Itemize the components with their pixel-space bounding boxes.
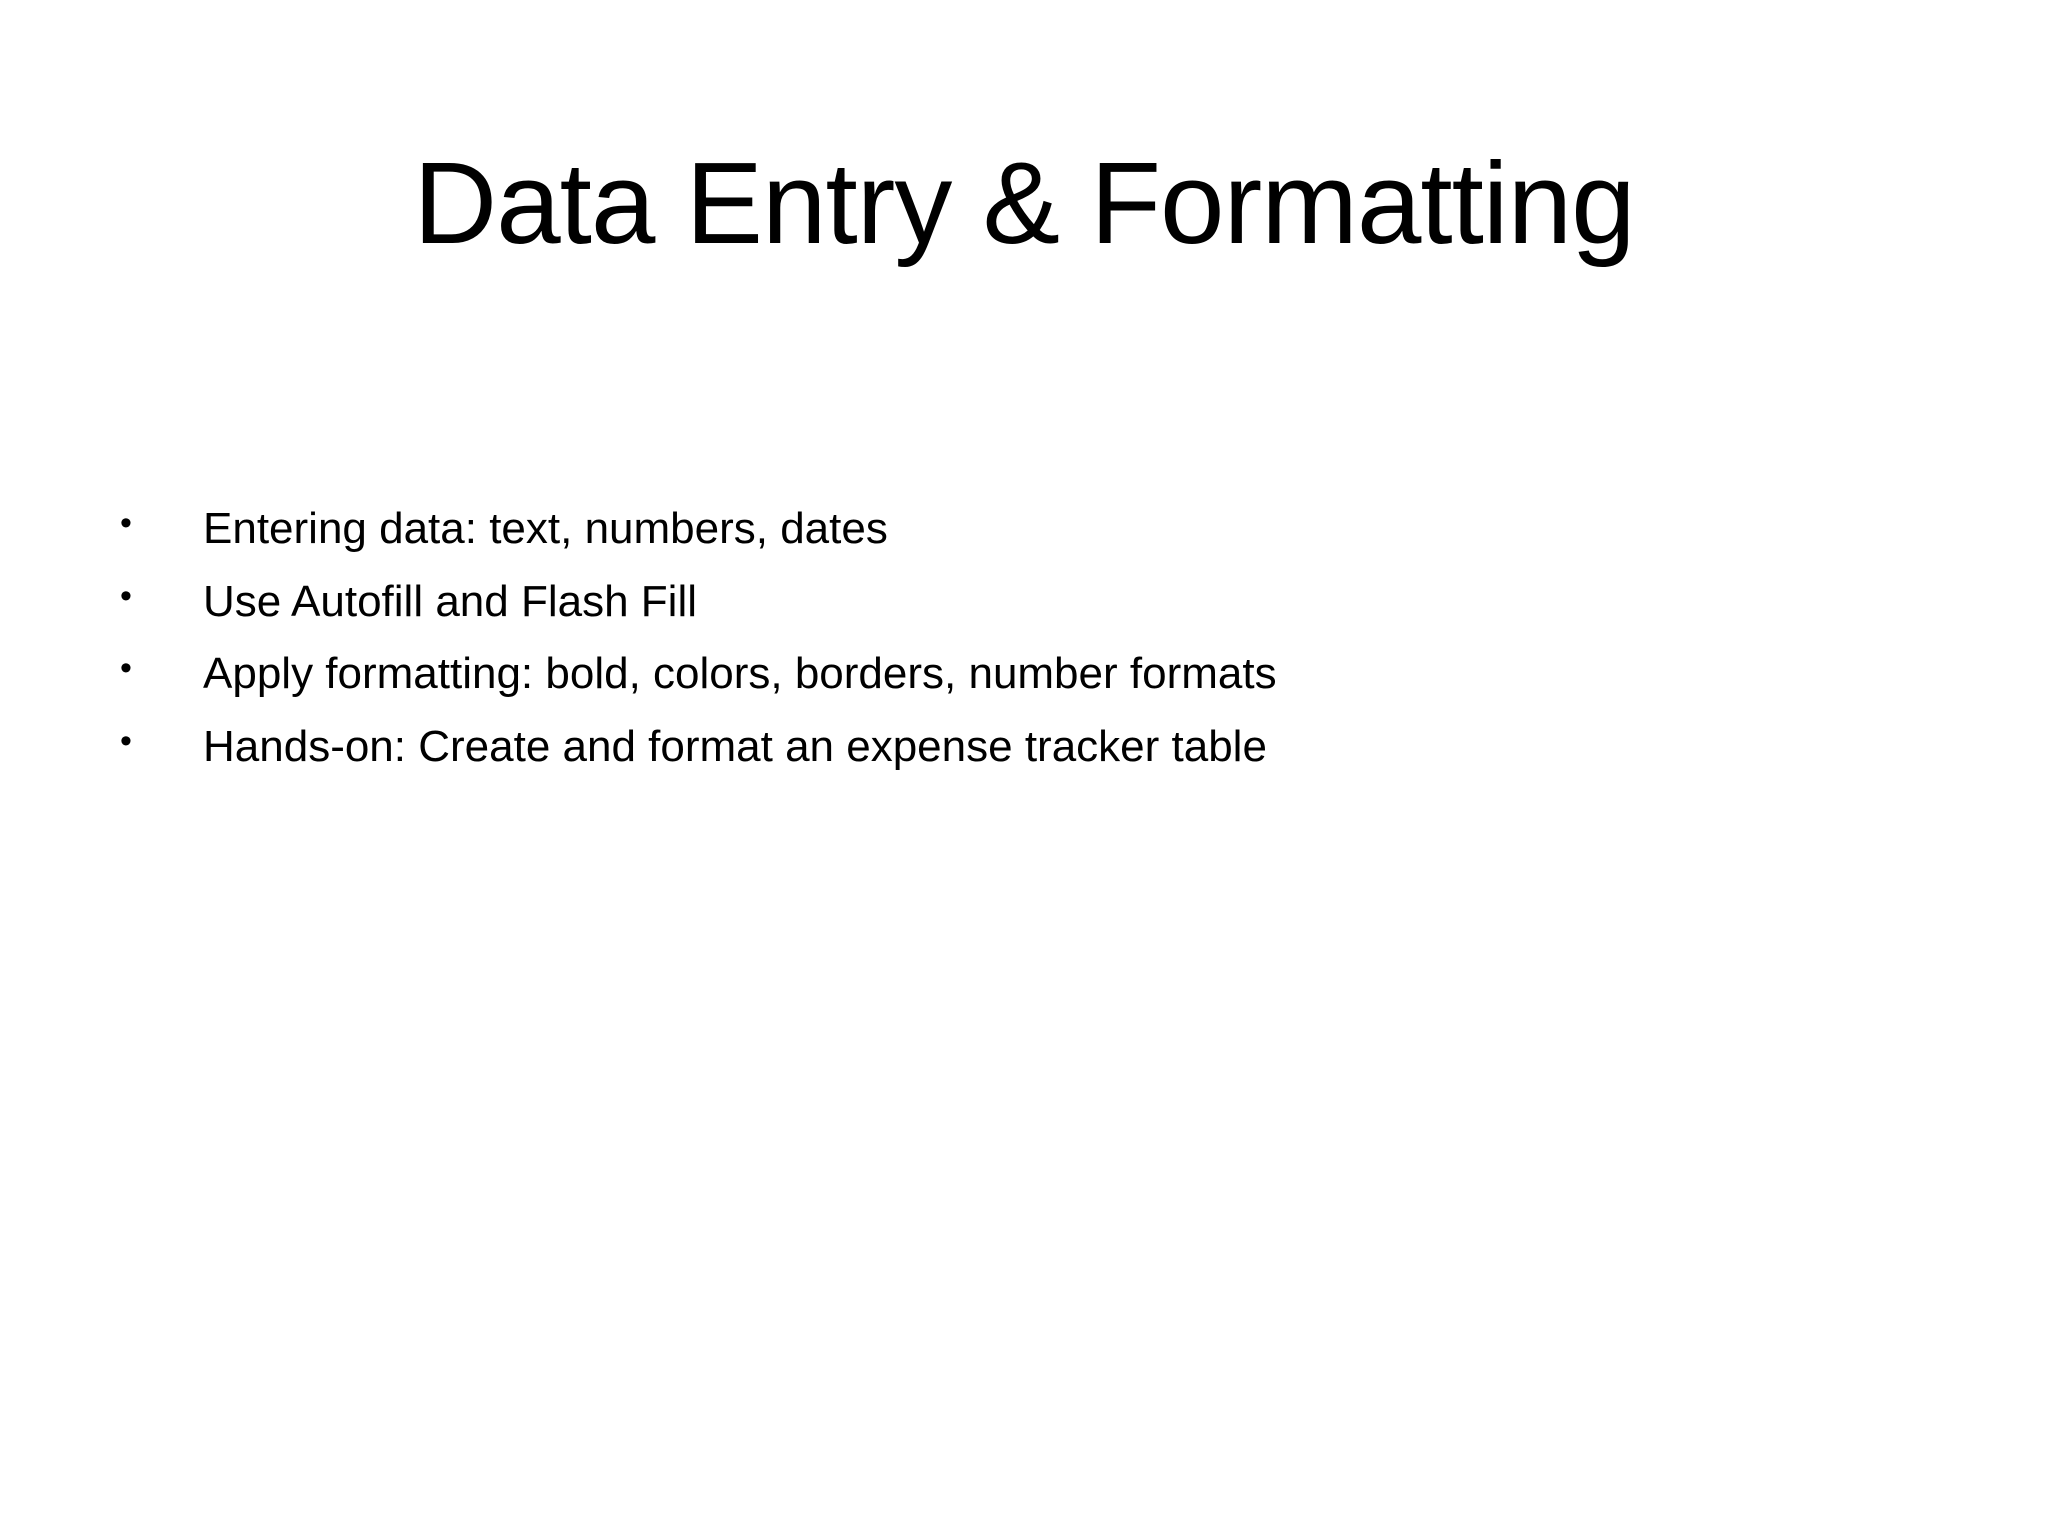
- bullet-text: Hands-on: Create and format an expense tracker table: [203, 721, 1267, 771]
- bullet-text: Entering data: text, numbers, dates: [203, 504, 888, 553]
- bullet-text: Apply formatting: bold, colors, borders, number formats: [203, 649, 1277, 698]
- bullet-list: [120, 493, 1920, 783]
- bullet-marker-icon: •: [120, 576, 132, 615]
- bullet-item: [120, 711, 1920, 784]
- bullet-item: [120, 493, 1920, 566]
- slide-title: Data Entry & Formatting: [413, 138, 1635, 268]
- bullet-marker-icon: •: [120, 504, 132, 542]
- bullet-item: [120, 638, 1920, 711]
- bullet-item: [120, 566, 1920, 639]
- bullet-text: Use Autofill and Flash Fill: [203, 576, 697, 626]
- bullet-marker-icon: •: [120, 649, 132, 687]
- bullet-marker-icon: •: [120, 721, 132, 760]
